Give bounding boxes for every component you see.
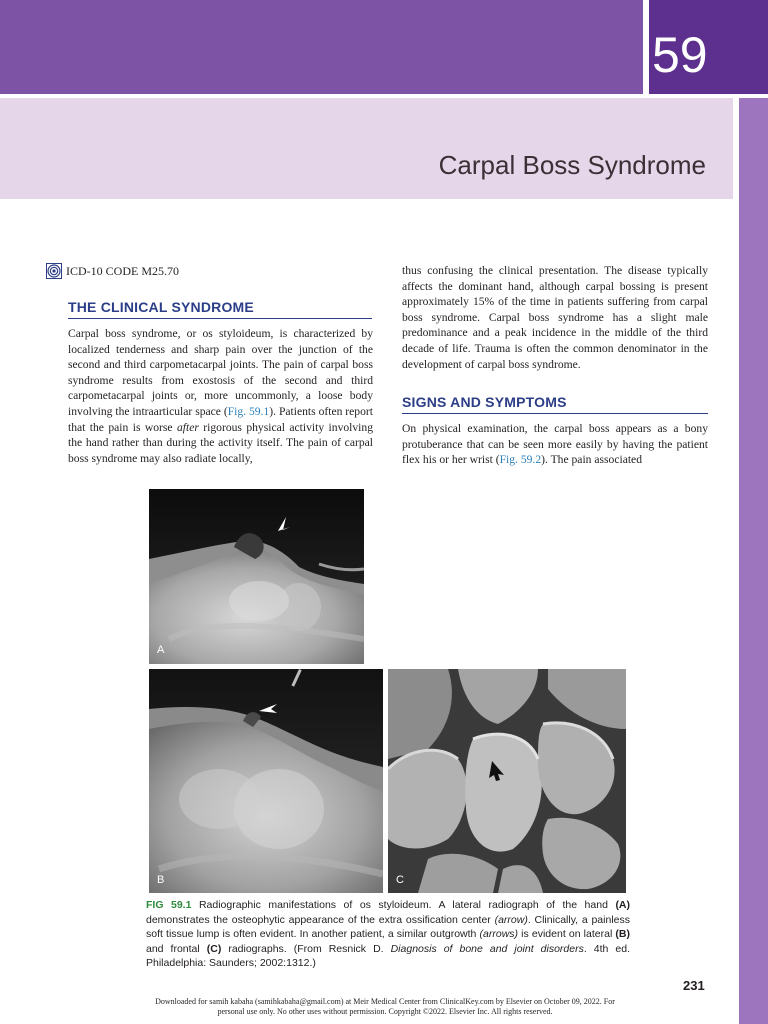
- intro-continuation-paragraph: thus confusing the clinical presentation. The disease typically affects the dominant hand, although carpal bossing is present approximately 15% of the time in patients suffering from carpal boss syndrome. Carpal boss syndrome has a slight male predominance and a peak incidence in the middle of the third decade of life. Trauma is often the common denominator in the development of carpal boss syndrome.: [402, 264, 708, 371]
- radiograph-lateral-hand-b: [149, 669, 383, 893]
- header-band: [0, 0, 643, 94]
- panel-label-b: B: [157, 874, 165, 886]
- radiograph-lateral-hand-a: [149, 489, 364, 664]
- figure-caption: FIG 59.1 Radiographic manifestations of os styloideum. A lateral radiograph of the hand (A) demonstrates the osteophytic appearance of the extra ossification center (arrow). Clinically, a painless soft tissue lump is often evident. In another patient, a similar outgrowth (arrows) is evident on lateral (B) and frontal (C) radiographs. (From Resnick D. Diagnosis of bone and joint disorders. 4th ed. Philadelphia: Saunders; 2002:1312.): [146, 899, 631, 970]
- icd-code-text: ICD-10 CODE M25.70: [66, 263, 179, 278]
- figure-caption-label: FIG 59.1: [146, 899, 192, 911]
- panel-label-a: A: [157, 644, 165, 656]
- page-number: 231: [683, 978, 705, 993]
- chapter-number: 59: [652, 27, 708, 83]
- panel-label-c: C: [396, 874, 404, 886]
- section-heading-clinical: THE CLINICAL SYNDROME: [68, 299, 372, 319]
- target-icon: [46, 263, 62, 279]
- title-band: [0, 98, 733, 199]
- clinical-paragraph: Carpal boss syndrome, or os styloideum, is characterized by localized tenderness and sharp pain over the junction of the second and third carpometacarpal joints. The pain of carpal boss syndrome results from exostosis of the second and third carpometacarpal joints or, more uncommonly, a loose body involving the intraarticular space (Fig. 59.1). Patients often report that the pain is worse after rigorous physical activity involving the hand rather than during the activity itself. The pain of carpal boss syndrome may also radiate locally,: [68, 327, 373, 465]
- radiograph-panel-b: [149, 669, 383, 893]
- signs-paragraph: On physical examination, the carpal boss appears as a bony protuberance that can be seen more easily by having the patient flex his or her wrist (Fig. 59.2). The pain associated: [402, 422, 708, 467]
- section-heading-signs: SIGNS AND SYMPTOMS: [402, 394, 708, 414]
- side-strip: [739, 98, 768, 1024]
- radiograph-panel-c: [388, 669, 626, 893]
- figure-link-59-2[interactable]: Fig. 59.2: [499, 453, 542, 467]
- chapter-title: Carpal Boss Syndrome: [438, 150, 706, 180]
- radiograph-panel-a: [149, 489, 364, 664]
- download-footer: Downloaded for samih kabaha (samihkabaha@gmail.com) at Meir Medical Center from ClinicalKey.com by Elsevier on October 09, 2022. For personal use only. No other uses without permission. Copyright ©2022. Elsevier Inc. All rights reserved.: [155, 997, 615, 1016]
- figure-link-59-1[interactable]: Fig. 59.1: [227, 404, 270, 418]
- radiograph-frontal-wrist-c: [388, 669, 626, 893]
- icd-code: [46, 262, 179, 280]
